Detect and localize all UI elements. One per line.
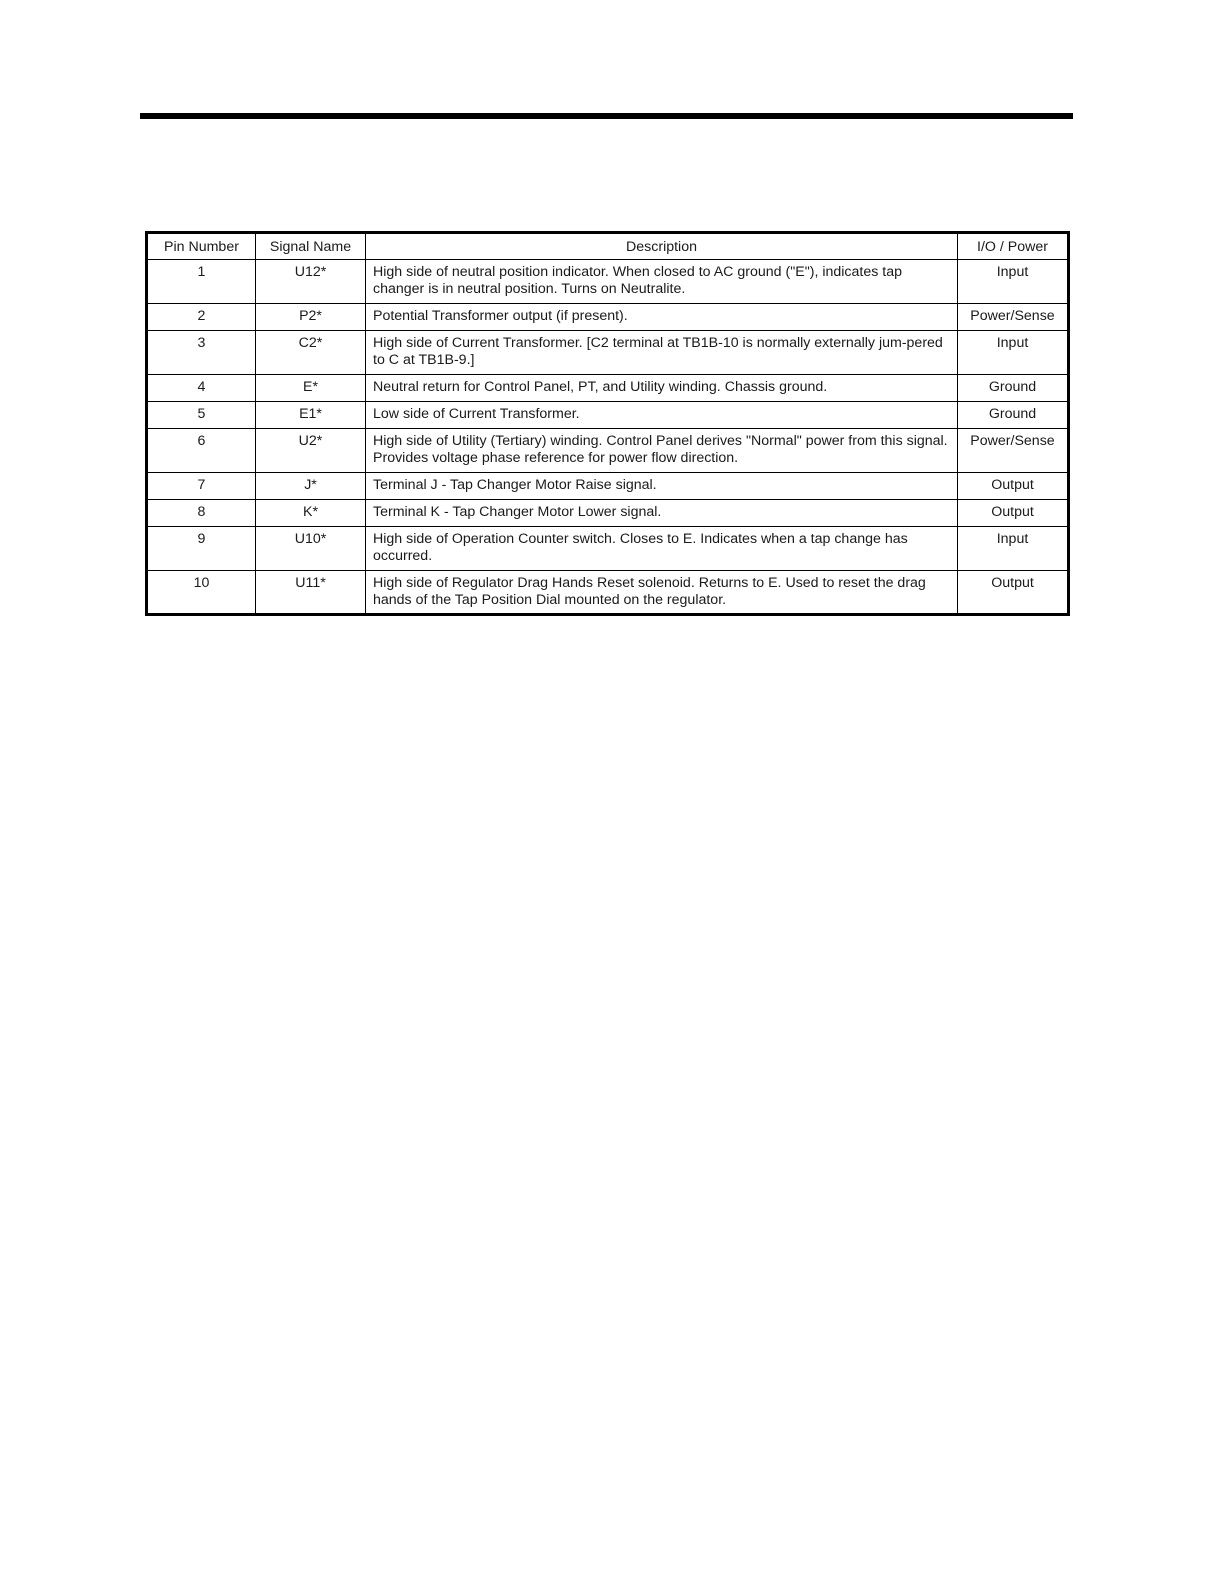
description-cell: Neutral return for Control Panel, PT, and Utility winding. Chassis ground. (366, 375, 958, 402)
pin-number-cell: 2 (147, 304, 256, 331)
io-power-cell: Ground (958, 375, 1069, 402)
pin-table (145, 231, 1070, 616)
table-row (147, 260, 1069, 304)
description-cell: Terminal J - Tap Changer Motor Raise signal. (366, 473, 958, 500)
pin-number-cell: 9 (147, 527, 256, 571)
table-row (147, 500, 1069, 527)
table-row (147, 331, 1069, 375)
pin-number-cell: 10 (147, 571, 256, 615)
description-cell: High side of Utility (Tertiary) winding. Control Panel derives "Normal" power from this signal. Provides voltage phase reference for power flow direction. (366, 429, 958, 473)
pin-number-cell: 3 (147, 331, 256, 375)
io-power-cell: Power/Sense (958, 429, 1069, 473)
table-row (147, 473, 1069, 500)
io-power-cell: Ground (958, 402, 1069, 429)
header-pin-number: Pin Number (147, 233, 256, 260)
header-io-power: I/O / Power (958, 233, 1069, 260)
description-cell: High side of Current Transformer. [C2 terminal at TB1B-10 is normally externally jum-pered to C at TB1B-9.] (366, 331, 958, 375)
pin-table-container (145, 231, 1070, 616)
header-description: Description (366, 233, 958, 260)
signal-name-cell: C2* (256, 331, 366, 375)
pin-number-cell: 8 (147, 500, 256, 527)
signal-name-cell: J* (256, 473, 366, 500)
signal-name-cell: P2* (256, 304, 366, 331)
signal-name-cell: U11* (256, 571, 366, 615)
pin-number-cell: 4 (147, 375, 256, 402)
io-power-cell: Output (958, 500, 1069, 527)
pin-number-cell: 5 (147, 402, 256, 429)
signal-name-cell: U10* (256, 527, 366, 571)
table-row (147, 571, 1069, 615)
header-signal-name: Signal Name (256, 233, 366, 260)
signal-name-cell: U2* (256, 429, 366, 473)
signal-name-cell: E* (256, 375, 366, 402)
signal-name-cell: E1* (256, 402, 366, 429)
io-power-cell: Output (958, 571, 1069, 615)
table-row (147, 527, 1069, 571)
io-power-cell: Output (958, 473, 1069, 500)
io-power-cell: Power/Sense (958, 304, 1069, 331)
pin-number-cell: 1 (147, 260, 256, 304)
pin-number-cell: 6 (147, 429, 256, 473)
description-cell: Terminal K - Tap Changer Motor Lower signal. (366, 500, 958, 527)
io-power-cell: Input (958, 331, 1069, 375)
signal-name-cell: K* (256, 500, 366, 527)
table-row (147, 429, 1069, 473)
io-power-cell: Input (958, 527, 1069, 571)
header-rule (140, 113, 1073, 119)
description-cell: Potential Transformer output (if present). (366, 304, 958, 331)
table-row (147, 375, 1069, 402)
io-power-cell: Input (958, 260, 1069, 304)
description-cell: Low side of Current Transformer. (366, 402, 958, 429)
description-cell: High side of Operation Counter switch. Closes to E. Indicates when a tap change has occurred. (366, 527, 958, 571)
signal-name-cell: U12* (256, 260, 366, 304)
table-row (147, 304, 1069, 331)
description-cell: High side of Regulator Drag Hands Reset solenoid. Returns to E. Used to reset the drag hands of the Tap Position Dial mounted on the regulator. (366, 571, 958, 615)
description-cell: High side of neutral position indicator. When closed to AC ground ("E"), indicates tap changer is in neutral position. Turns on Neutralite. (366, 260, 958, 304)
table-row (147, 402, 1069, 429)
pin-number-cell: 7 (147, 473, 256, 500)
table-header-row (147, 233, 1069, 260)
